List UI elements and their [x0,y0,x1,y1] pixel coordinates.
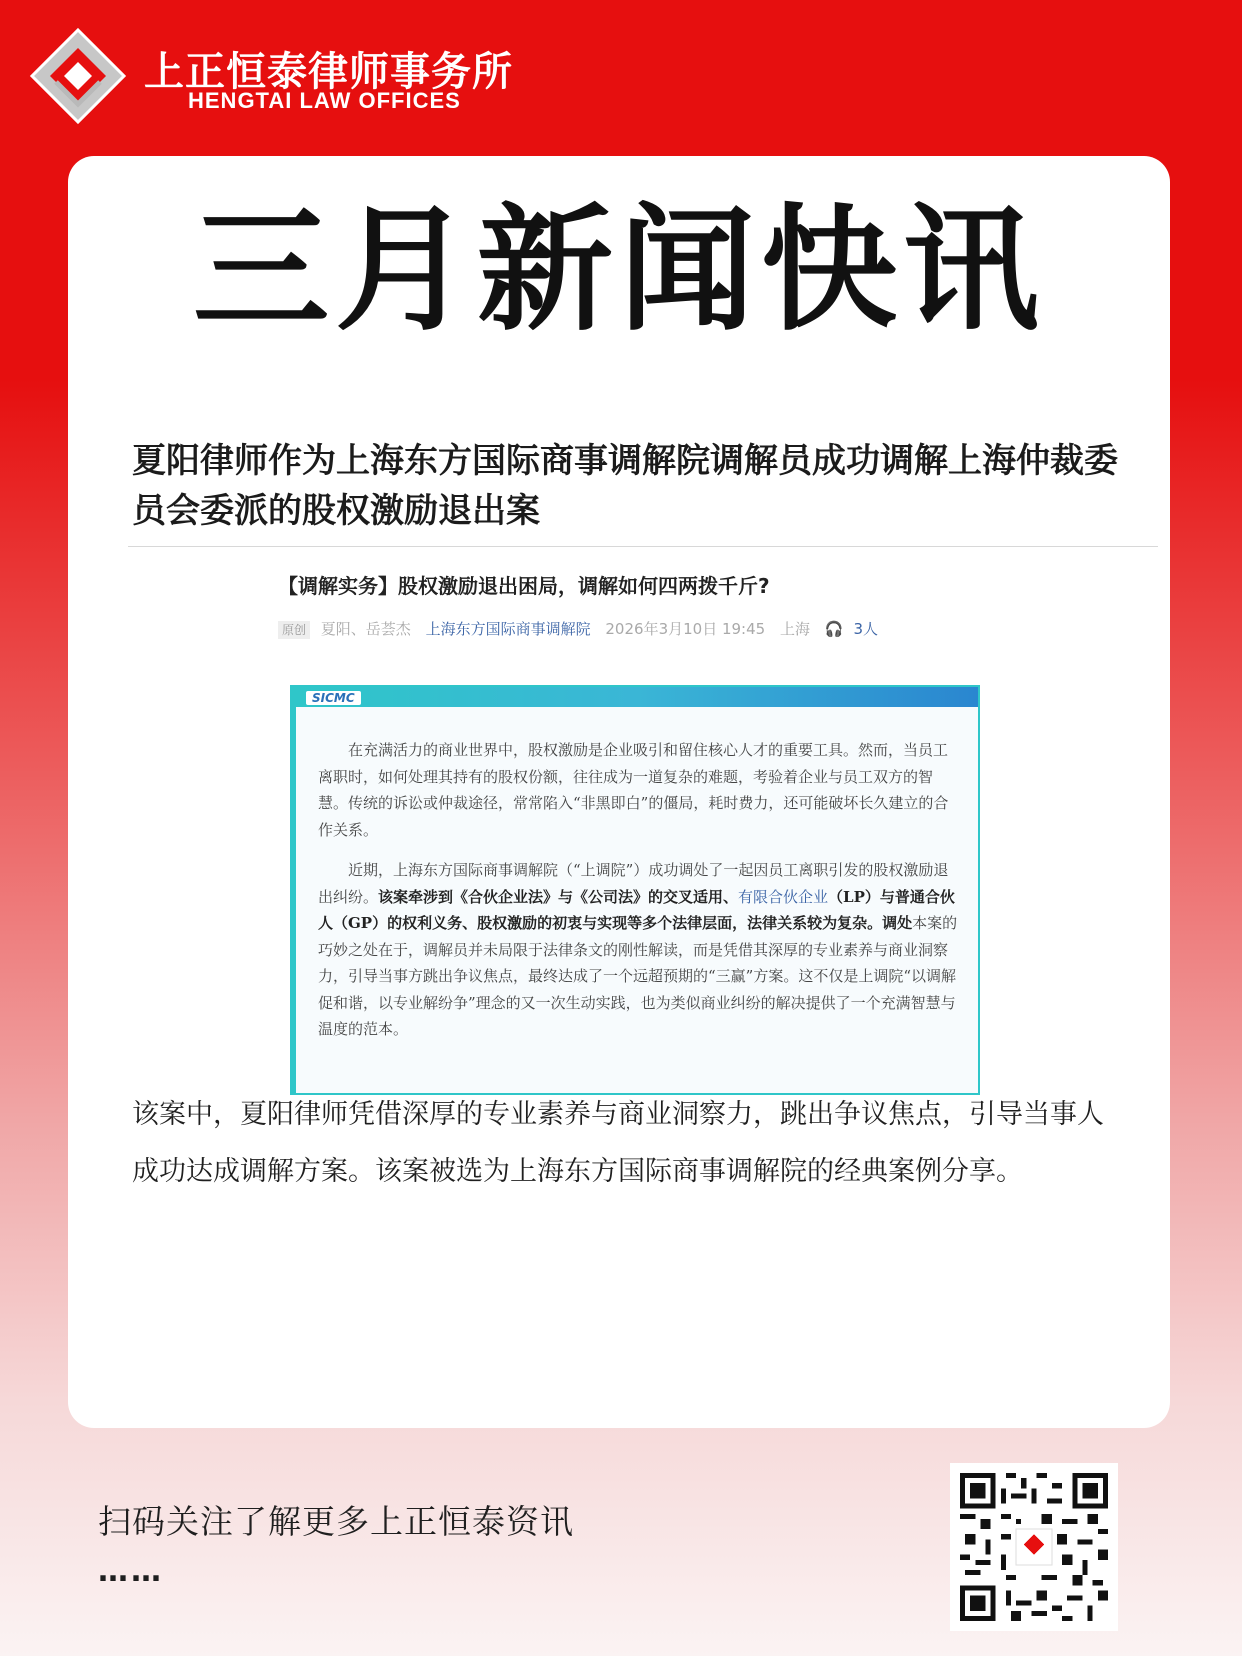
account-link[interactable]: 上海东方国际商事调解院 [425,620,591,638]
listener-count: 3人 [853,620,879,638]
qr-code-icon [960,1473,1108,1621]
excerpt-p2-link[interactable]: 有限合伙企业 [738,887,829,906]
firm-name-cn: 上正恒泰律师事务所 [144,48,513,95]
headphones-icon: 🎧 [824,620,844,638]
article-excerpt [290,685,980,1095]
qr-code[interactable] [950,1463,1118,1631]
news-headline: 夏阳律师作为上海东方国际商事调解院调解员成功调解上海仲裁委员会委派的股权激励退出案 [132,441,1118,531]
divider [128,546,1158,547]
excerpt-text [318,737,958,1057]
brand-header [28,26,628,126]
excerpt-paragraph-1: 在充满活力的商业世界中，股权激励是企业吸引和留住核心人才的重要工具。然而，当员工离职时，如何处理其持有的股权份额，往往成为一道复杂的难题，考验着企业与员工双方的智慧。传统的诉讼或仲裁途径，常常陷入“非黑即白”的僵局，耗时费力，还可能破坏长久建立的合作关系。 [318,741,949,839]
excerpt-p2-bold-b: （LP）与普通合伙人（GP）的权利义务、股权激励的初衷与实现等多个法律层面，法律关系较为复杂。调处 [318,887,955,932]
sicmc-badge: SICMC [306,691,361,705]
original-tag: 原创 [278,621,310,639]
follow-prompt: 扫码关注了解更多上正恒泰资讯 [98,1502,574,1541]
article-authors: 夏阳、岳荟杰 [320,620,411,638]
page-title: 三月新闻快讯 [193,192,1045,350]
article-meta [278,618,998,639]
firm-logo-icon [28,26,128,126]
excerpt-paragraph-2 [318,857,958,1043]
article-location: 上海 [779,620,810,638]
excerpt-banner [296,687,978,707]
case-summary: 该案中，夏阳律师凭借深厚的专业素养与商业洞察力，跳出争议焦点，引导当事人成功达成调解方案。该案被选为上海东方国际商事调解院的经典案例分享。 [132,1099,1104,1187]
listen-count[interactable] [825,620,888,638]
excerpt-p2-part-a: 近期，上海东方国际商事调解院（“上调院”）成功调处了一起因员工离职引发的股权激励退出纠纷。 [318,861,949,906]
excerpt-p2-part-d: 本案的巧妙之处在于，调解员并未局限于法律条文的刚性解读，而是凭借其深厚的专业素养与商业洞察力，引导当事方跳出争议焦点，最终达成了一个远超预期的“三赢”方案。这不仅是上调院“以调解促和谐，以专业解纷争”理念的又一次生动实践，也为类似商业纠纷的解决提供了一个充满智慧与温度的范本。 [318,914,958,1038]
ellipsis: …… [98,1554,164,1589]
article-datetime: 2026年3月10日 19:45 [605,620,766,638]
article-title[interactable]: 【调解实务】股权激励退出困局，调解如何四两拨千斤? [278,574,770,598]
firm-name-en: HENGTAI LAW OFFICES [188,88,461,113]
excerpt-p2-bold-a: 该案牵涉到《合伙企业法》与《公司法》的交叉适用、 [378,887,739,906]
